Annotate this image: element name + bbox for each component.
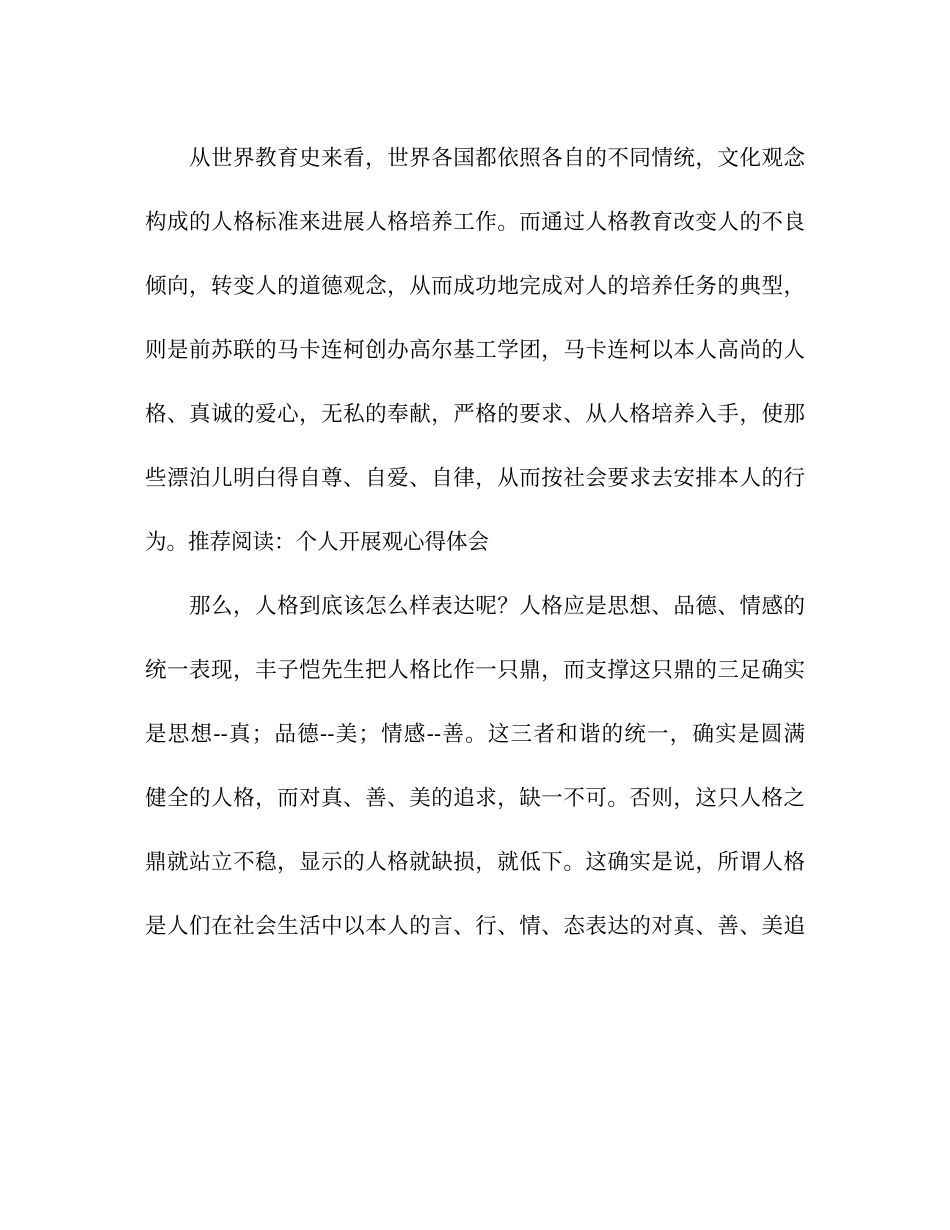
paragraph-1-line-5: 格、真诚的爱心，无私的奉献，严格的要求、从人格培养入手，使那 — [145, 402, 805, 427]
paragraph-2-line-5: 鼎就站立不稳，显示的人格就缺损，就低下。这确实是说，所谓人格 — [145, 850, 805, 875]
paragraph-2-line-6: 是人们在社会生活中以本人的言、行、情、态表达的对真、善、美追 — [145, 914, 805, 939]
paragraph-2-line-4: 健全的人格，而对真、善、美的追求，缺一不可。否则，这只人格之 — [145, 786, 805, 811]
paragraph-1-line-7: 为。推荐阅读：个人开展观心得体会 — [145, 530, 490, 555]
paragraph-2-line-3: 是思想--真；品德--美；情感--善。这三者和谐的统一，确实是圆满 — [145, 722, 805, 747]
paragraph-1-line-1: 从世界教育史来看，世界各国都依照各自的不同情统，文化观念 — [189, 146, 805, 171]
paragraph-1-line-6: 些漂泊儿明白得自尊、自爱、自律，从而按社会要求去安排本人的行 — [145, 466, 805, 491]
paragraph-1-line-2: 构成的人格标准来进展人格培养工作。而通过人格教育改变人的不良 — [145, 210, 805, 235]
paragraph-2-line-2: 统一表现，丰子恺先生把人格比作一只鼎，而支撑这只鼎的三足确实 — [145, 658, 805, 683]
paragraph-1-line-4: 则是前苏联的马卡连柯创办高尔基工学团，马卡连柯以本人高尚的人 — [145, 338, 805, 363]
paragraph-1-line-3: 倾向，转变人的道德观念，从而成功地完成对人的培养任务的典型， — [145, 274, 805, 299]
paragraph-2-line-1: 那么，人格到底该怎么样表达呢？人格应是思想、品德、情感的 — [189, 594, 805, 619]
document-body — [145, 127, 805, 959]
